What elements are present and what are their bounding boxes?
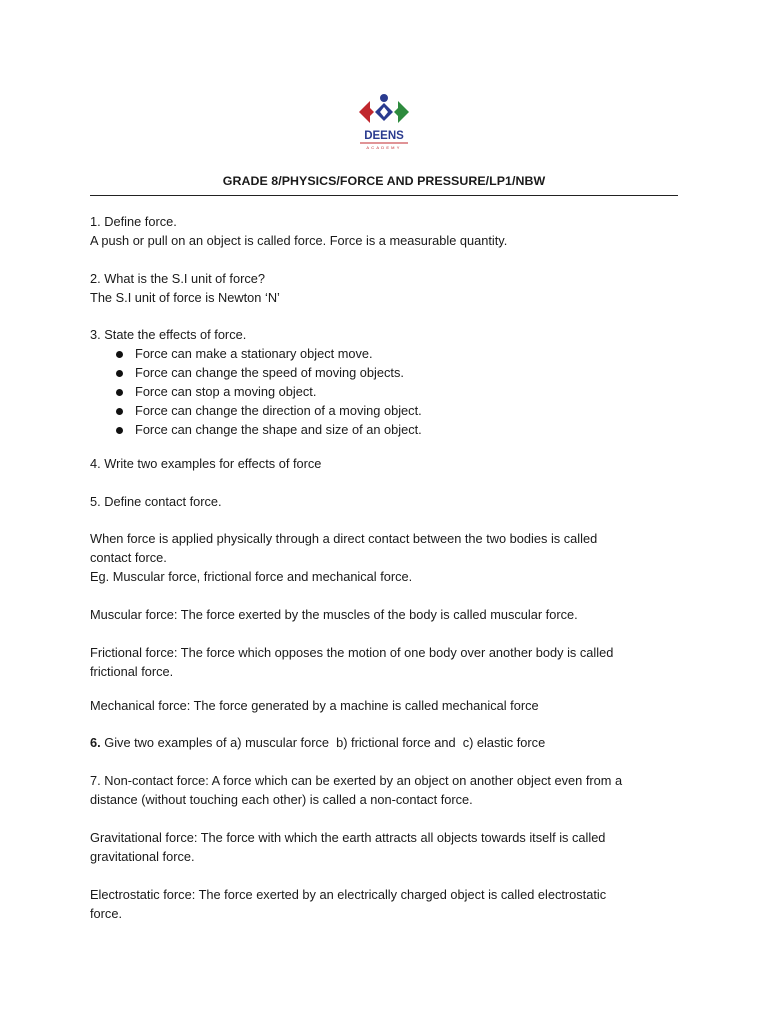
gravitational-force-line-2: gravitational force.: [90, 848, 195, 864]
question-5: 5. Define contact force.: [90, 493, 222, 509]
title-divider: [90, 195, 678, 196]
answer-2: The S.I unit of force is Newton ‘N’: [90, 289, 280, 305]
question-7-line-1: 7. Non-contact force: A force which can be exerted by an object on another object even from a: [90, 773, 623, 789]
deens-academy-logo: [352, 92, 416, 154]
logo-subtitle: ACADEMY: [366, 145, 402, 150]
question-1: 1. Define force.: [90, 214, 177, 229]
list-item: Force can make a stationary object move.: [90, 345, 690, 364]
question-3: 3. State the effects of force.: [90, 327, 247, 343]
list-item: Force can stop a moving object.: [90, 383, 690, 402]
question-4: 4. Write two examples for effects of force: [90, 455, 322, 471]
gravitational-force-line-1: Gravitational force: The force with which the earth attracts all objects towards itself is called: [90, 829, 606, 845]
question-6: [90, 734, 690, 753]
worksheet-content: [90, 213, 690, 923]
answer-5-line-1: When force is applied physically through a direct contact between the two bodies is called: [90, 531, 598, 547]
logo-name: DEENS: [364, 130, 404, 142]
list-item: Force can change the direction of a moving object.: [90, 402, 690, 421]
question-2: 2. What is the S.I unit of force?: [90, 270, 265, 286]
frictional-force-line-2: frictional force.: [90, 663, 174, 679]
list-item: Force can change the shape and size of an object.: [90, 421, 690, 440]
electrostatic-force-line-2: force.: [90, 905, 123, 921]
effects-list: [90, 345, 690, 440]
frictional-force-line-1: Frictional force: The force which opposes the motion of one body over another body is called: [90, 644, 614, 660]
answer-5-examples: Eg. Muscular force, frictional force and mechanical force.: [90, 569, 413, 585]
answer-5-line-2: contact force.: [90, 550, 167, 566]
answer-1: A push or pull on an object is called force. Force is a measurable quantity.: [90, 232, 508, 248]
muscular-force-definition: Muscular force: The force exerted by the muscles of the body is called muscular force.: [90, 607, 578, 623]
document-title: GRADE 8/PHYSICS/FORCE AND PRESSURE/LP1/NBW: [222, 174, 546, 188]
question-6-text: Give two examples of a) muscular force b) frictional force and c) elastic force: [100, 735, 546, 751]
electrostatic-force-line-1: Electrostatic force: The force exerted by an electrically charged object is called electrostatic: [90, 886, 607, 902]
mechanical-force-definition: Mechanical force: The force generated by a machine is called mechanical force: [90, 697, 539, 713]
question-6-number: 6.: [90, 735, 101, 751]
question-7-line-2: distance (without touching each other) is called a non-contact force.: [90, 792, 473, 808]
list-item: Force can change the speed of moving objects.: [90, 364, 690, 383]
